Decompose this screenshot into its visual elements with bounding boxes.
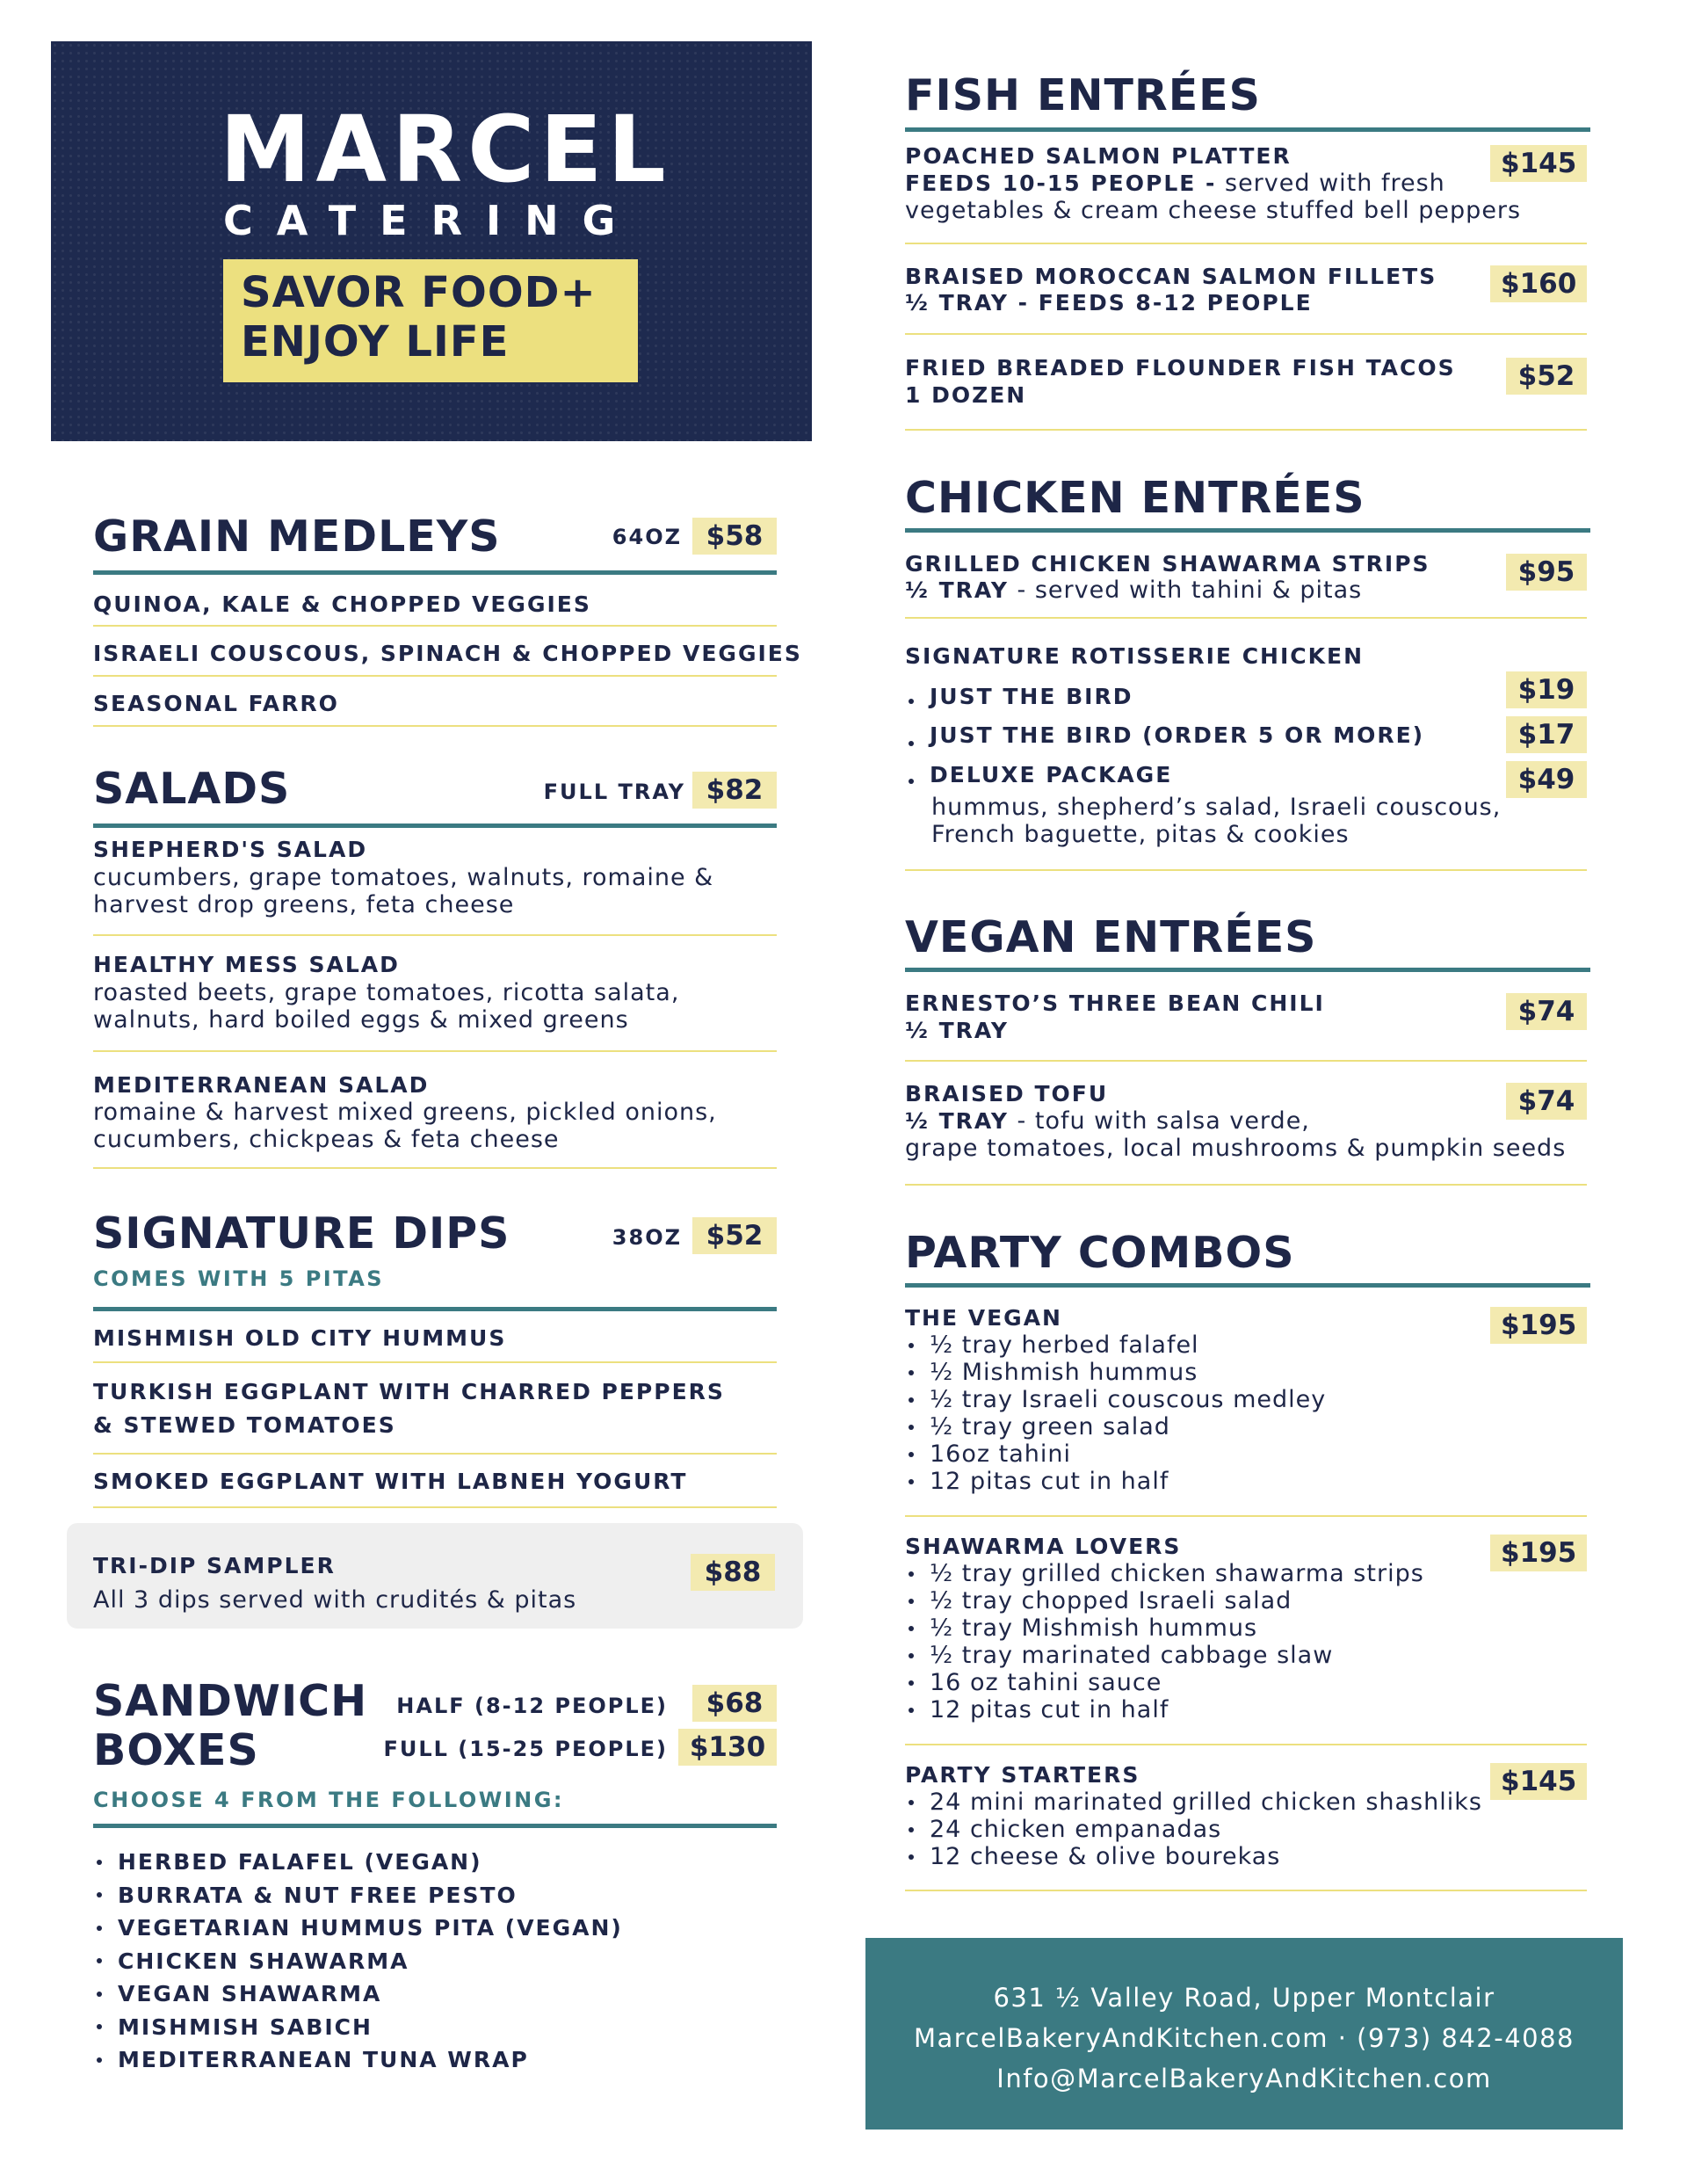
salad-desc-3b: cucumbers, chickpeas & feta cheese: [93, 1126, 560, 1153]
rotisserie-price-3: $49: [1506, 761, 1587, 798]
divider: [905, 1744, 1587, 1745]
deluxe-desc-2: French baguette, pitas & cookies: [931, 821, 1350, 848]
combos-title: PARTY COMBOS: [905, 1228, 1295, 1278]
list-item: HERBED FALAFEL (VEGAN): [93, 1846, 623, 1879]
list-item: ½ tray grilled chicken shawarma strips: [905, 1560, 1424, 1587]
fish-desc-1a: served with fresh: [1216, 170, 1445, 197]
footer-address: 631 ½ Valley Road, Upper Montclair: [993, 1983, 1495, 2013]
sampler-desc: All 3 dips served with crudités & pitas: [93, 1586, 577, 1614]
combo-name-3: PARTY STARTERS: [905, 1762, 1140, 1788]
grain-item-3: SEASONAL FARRO: [93, 691, 339, 716]
list-item: DELUXE PACKAGE: [905, 765, 1424, 798]
vegan-rule: [905, 968, 1590, 972]
combo-list-2: [905, 1560, 1424, 1723]
sandwich-half-label: HALF (8-12 PEOPLE): [396, 1694, 668, 1718]
salad-name-1: SHEPHERD'S SALAD: [93, 837, 368, 862]
divider: [93, 1453, 777, 1455]
combo-list-3: [905, 1789, 1482, 1870]
dip-item-3: SMOKED EGGPLANT WITH LABNEH YOGURT: [93, 1469, 688, 1494]
divider: [93, 1050, 777, 1052]
divider: [93, 1361, 777, 1363]
list-item: ½ tray Israeli couscous medley: [905, 1386, 1326, 1413]
vegan-chili-size: ½ TRAY: [905, 1018, 1009, 1043]
grain-medleys-title: GRAIN MEDLEYS: [93, 512, 501, 562]
vegan-chili-price: $74: [1506, 993, 1587, 1030]
sampler-name: TRI-DIP SAMPLER: [93, 1553, 336, 1578]
list-item: JUST THE BIRD: [905, 680, 1424, 722]
salad-desc-3a: romaine & harvest mixed greens, pickled onions,: [93, 1099, 717, 1126]
tagline-box: [223, 259, 638, 382]
chicken-rule: [905, 528, 1590, 533]
fish-name-1: POACHED SALMON PLATTER: [905, 143, 1292, 169]
divider: [93, 934, 777, 936]
dips-subtitle: COMES WITH 5 PITAS: [93, 1266, 385, 1291]
tagline-line-2: ENJOY LIFE: [241, 317, 510, 366]
salads-rule: [93, 824, 777, 828]
list-item: ½ tray marinated cabbage slaw: [905, 1642, 1424, 1669]
footer-email[interactable]: Info@MarcelBakeryAndKitchen.com: [996, 2064, 1492, 2093]
vegan-tofu-desc-2: grape tomatoes, local mushrooms & pumpkin seeds: [905, 1135, 1567, 1162]
divider: [93, 725, 777, 727]
fish-name-2: BRAISED MOROCCAN SALMON FILLETS: [905, 264, 1437, 289]
list-item: ½ tray Mishmish hummus: [905, 1614, 1424, 1642]
list-item: ½ tray green salad: [905, 1413, 1326, 1440]
sampler-price: $88: [691, 1554, 775, 1591]
dips-size: 38OZ: [612, 1225, 682, 1250]
sandwich-rule: [93, 1824, 777, 1828]
vegan-chili-name: ERNESTO’S THREE BEAN CHILI: [905, 990, 1325, 1016]
brand-header: [51, 41, 812, 441]
divider: [93, 625, 777, 627]
vegan-tofu-size: ½ TRAY: [905, 1108, 1009, 1134]
list-item: VEGAN SHAWARMA: [93, 1977, 623, 2011]
divider: [93, 675, 777, 677]
combos-rule: [905, 1283, 1590, 1288]
combo-price-2: $195: [1490, 1535, 1587, 1571]
grain-price: $58: [692, 518, 777, 555]
list-item: ½ Mishmish hummus: [905, 1359, 1326, 1386]
divider: [905, 1184, 1587, 1186]
divider: [93, 1167, 777, 1169]
fish-line2-3: 1 DOZEN: [905, 382, 1027, 408]
salad-desc-2b: walnuts, hard boiled eggs & mixed greens: [93, 1006, 629, 1034]
vegan-title: VEGAN ENTRÉES: [905, 912, 1317, 962]
chicken-shawarma-name: GRILLED CHICKEN SHAWARMA STRIPS: [905, 551, 1430, 577]
dips-price: $52: [692, 1217, 777, 1254]
list-item: MEDITERRANEAN TUNA WRAP: [93, 2043, 623, 2077]
list-item: ½ tray herbed falafel: [905, 1331, 1326, 1359]
list-item: ½ tray chopped Israeli salad: [905, 1587, 1424, 1614]
fish-price-3: $52: [1506, 358, 1587, 395]
rotisserie-price-1: $19: [1506, 671, 1587, 708]
fish-price-2: $160: [1490, 265, 1587, 302]
grain-item-2: ISRAELI COUSCOUS, SPINACH & CHOPPED VEGGIES: [93, 641, 802, 666]
fish-rule: [905, 127, 1590, 132]
sandwich-title-line-1: SANDWICH: [93, 1676, 368, 1726]
brand-name: MARCEL: [220, 96, 671, 203]
rotisserie-options: [905, 680, 1424, 798]
fish-price-1: $145: [1490, 145, 1587, 182]
footer-website-phone[interactable]: MarcelBakeryAndKitchen.com · (973) 842-4088: [913, 2023, 1575, 2053]
brand-subtitle: CATERING: [223, 197, 640, 244]
list-item: 12 pitas cut in half: [905, 1696, 1424, 1723]
divider: [905, 617, 1587, 619]
salads-title: SALADS: [93, 764, 291, 814]
rotisserie-name: SIGNATURE ROTISSERIE CHICKEN: [905, 643, 1364, 669]
combo-price-1: $195: [1490, 1307, 1587, 1344]
combo-list-1: [905, 1331, 1326, 1495]
divider: [905, 869, 1587, 871]
dip-item-1: MISHMISH OLD CITY HUMMUS: [93, 1325, 507, 1351]
salad-name-2: HEALTHY MESS SALAD: [93, 952, 400, 977]
sandwich-title-line-2: BOXES: [93, 1725, 259, 1775]
list-item: 12 pitas cut in half: [905, 1468, 1326, 1495]
salad-name-3: MEDITERRANEAN SALAD: [93, 1072, 430, 1098]
salads-size: FULL TRAY: [543, 780, 685, 804]
sandwich-options-list: [93, 1846, 623, 2077]
fish-feeds-1: FEEDS 10-15 PEOPLE -: [905, 171, 1217, 196]
vegan-tofu-price: $74: [1506, 1083, 1587, 1120]
grain-rule: [93, 570, 777, 575]
list-item: JUST THE BIRD (ORDER 5 OR MORE): [905, 722, 1424, 765]
sandwich-full-price: $130: [678, 1729, 777, 1766]
fish-title: FISH ENTRÉES: [905, 70, 1261, 120]
divider: [905, 1515, 1587, 1517]
chicken-shawarma-desc: - served with tahini & pitas: [1008, 577, 1363, 604]
chicken-shawarma-size: ½ TRAY: [905, 577, 1009, 603]
dip-item-2a: TURKISH EGGPLANT WITH CHARRED PEPPERS: [93, 1379, 725, 1404]
list-item: 16oz tahini: [905, 1440, 1326, 1468]
combo-name-1: THE VEGAN: [905, 1305, 1062, 1331]
list-item: MISHMISH SABICH: [93, 2011, 623, 2044]
sandwich-full-label: FULL (15-25 PEOPLE): [383, 1737, 668, 1761]
combo-price-3: $145: [1490, 1763, 1587, 1800]
divider: [93, 1506, 777, 1508]
divider: [905, 333, 1587, 335]
salad-desc-1a: cucumbers, grape tomatoes, walnuts, romaine &: [93, 864, 714, 891]
divider: [905, 429, 1587, 431]
dips-title: SIGNATURE DIPS: [93, 1208, 510, 1259]
combo-name-2: SHAWARMA LOVERS: [905, 1534, 1182, 1559]
list-item: 24 mini marinated grilled chicken shashliks: [905, 1789, 1482, 1816]
dip-item-2b: & STEWED TOMATOES: [93, 1412, 396, 1438]
list-item: VEGETARIAN HUMMUS PITA (VEGAN): [93, 1912, 623, 1945]
grain-item-1: QUINOA, KALE & CHOPPED VEGGIES: [93, 591, 591, 617]
list-item: 16 oz tahini sauce: [905, 1669, 1424, 1696]
rotisserie-price-2: $17: [1506, 716, 1587, 753]
deluxe-desc-1: hummus, shepherd’s salad, Israeli couscous,: [931, 794, 1502, 821]
fish-desc-1b: vegetables & cream cheese stuffed bell peppers: [905, 197, 1522, 224]
chicken-shawarma-price: $95: [1506, 554, 1587, 591]
divider: [905, 1890, 1587, 1891]
fish-line2-2: ½ TRAY - FEEDS 8-12 PEOPLE: [905, 290, 1313, 316]
fish-name-3: FRIED BREADED FLOUNDER FISH TACOS: [905, 355, 1456, 381]
sandwich-half-price: $68: [692, 1685, 777, 1722]
list-item: 12 cheese & olive bourekas: [905, 1843, 1482, 1870]
sandwich-subtitle: CHOOSE 4 FROM THE FOLLOWING:: [93, 1788, 565, 1812]
salad-desc-2a: roasted beets, grape tomatoes, ricotta salata,: [93, 979, 680, 1006]
salad-desc-1b: harvest drop greens, feta cheese: [93, 891, 515, 918]
tagline-line-1: SAVOR FOOD+: [241, 268, 597, 317]
list-item: BURRATA & NUT FREE PESTO: [93, 1879, 623, 1912]
chicken-title: CHICKEN ENTRÉES: [905, 473, 1365, 523]
salads-price: $82: [692, 772, 777, 809]
list-item: 24 chicken empanadas: [905, 1816, 1482, 1843]
grain-size: 64OZ: [612, 525, 682, 549]
vegan-tofu-desc-1: - tofu with salsa verde,: [1008, 1107, 1310, 1135]
divider: [905, 1060, 1587, 1062]
dips-rule: [93, 1307, 777, 1311]
vegan-tofu-name: BRAISED TOFU: [905, 1081, 1109, 1107]
contact-footer: [865, 1938, 1623, 2130]
list-item: CHICKEN SHAWARMA: [93, 1945, 623, 1978]
divider: [905, 243, 1587, 244]
